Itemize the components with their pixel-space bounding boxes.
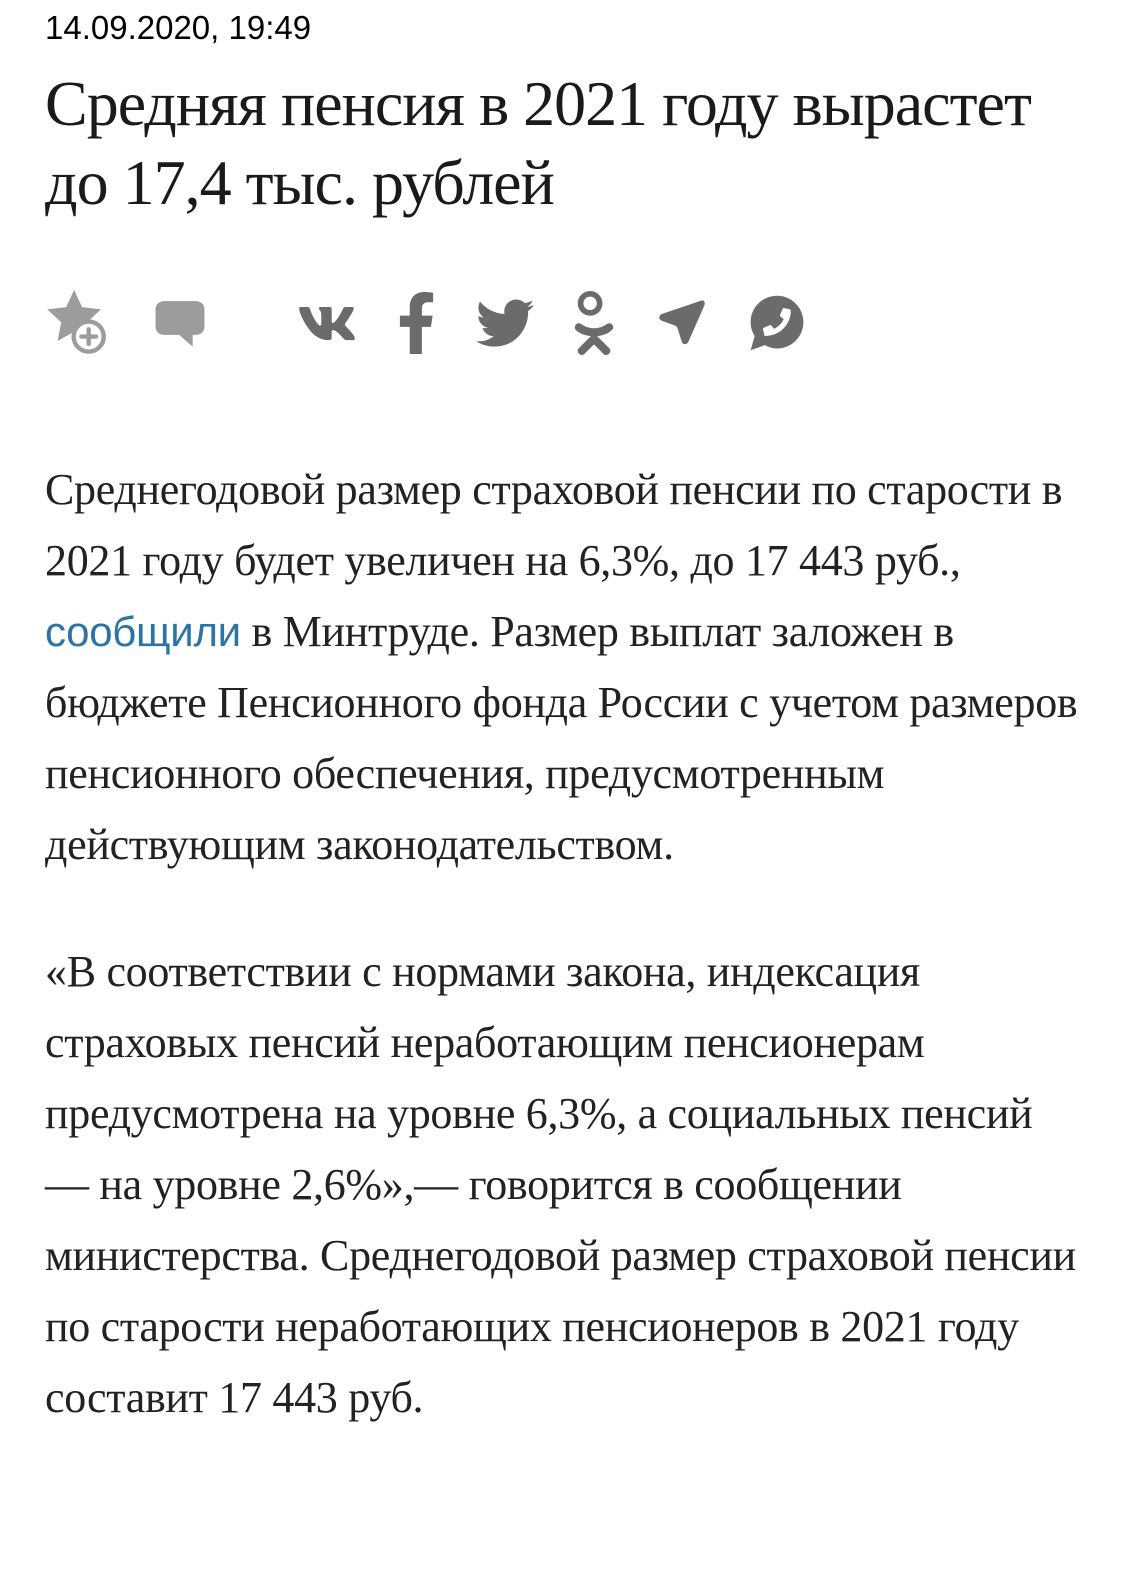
facebook-icon (397, 292, 436, 354)
star-plus-icon (45, 288, 111, 358)
article-body (45, 454, 1080, 1433)
odnoklassniki-icon (574, 291, 614, 355)
add-to-favorites-button[interactable] (45, 288, 111, 358)
twitter-icon (476, 294, 534, 352)
share-toolbar (45, 286, 1080, 360)
publish-datetime: 14.09.2020, 19:49 (45, 9, 312, 46)
comments-button[interactable] (153, 294, 207, 352)
paragraph-2: «В соответствии с нормами закона, индексация страховых пенсий неработающим пенсионерам предусмотрена на уровне 6,3%, а социальных пенсий — на уровне 2,6%»,— говорится в сообщении министерства. Среднегодовой размер страховой пенсии по старости неработающих пенсионеров в 2021 году составит 17 443 руб. (45, 947, 1076, 1422)
share-whatsapp-button[interactable] (748, 292, 806, 354)
soobshchili-link[interactable]: сообщили (45, 608, 241, 655)
paragraph-1-text-after-link: в Минтруде. Размер выплат заложен в бюджете Пенсионного фонда России с учетом размеров пенсионного обеспечения, предусмотренным действующим законодательством. (45, 607, 1078, 869)
article-headline: Средняя пенсия в 2021 году вырастет до 17,4 тыс. рублей (45, 68, 1031, 218)
vk-icon (297, 297, 357, 350)
share-odnoklassniki-button[interactable] (574, 291, 614, 355)
telegram-icon (654, 296, 708, 350)
share-twitter-button[interactable] (476, 294, 534, 352)
share-vk-button[interactable] (297, 297, 357, 350)
share-telegram-button[interactable] (654, 296, 708, 350)
whatsapp-icon (748, 292, 806, 354)
paragraph-1 (45, 454, 1080, 880)
paragraph-1-text-before-link: Среднегодовой размер страховой пенсии по старости в 2021 году будет увеличен на 6,3%, до 17 443 руб., (45, 465, 1063, 585)
comment-icon (153, 294, 207, 352)
share-facebook-button[interactable] (397, 292, 436, 354)
